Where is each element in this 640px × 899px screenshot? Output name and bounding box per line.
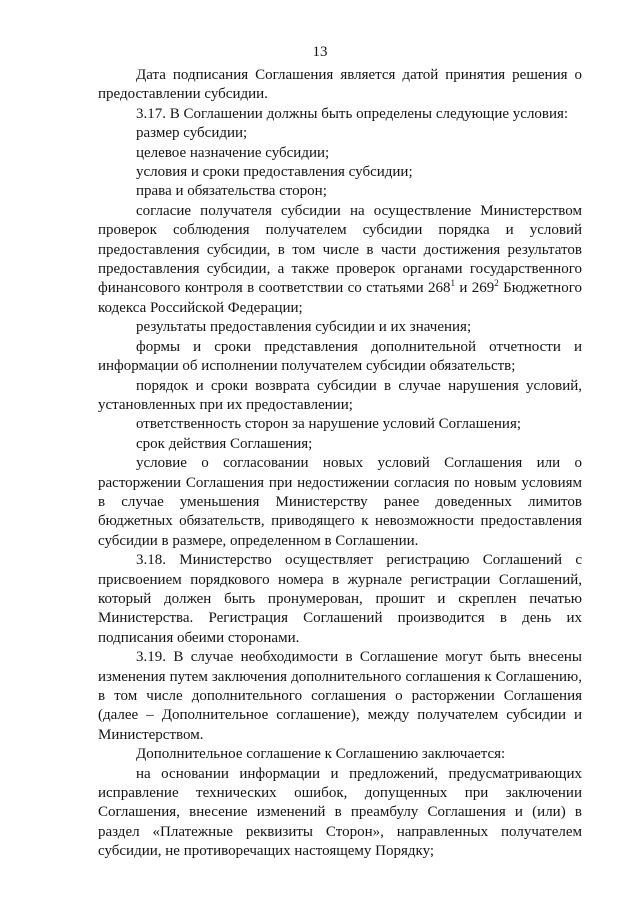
list-item-consent-inspections	[98, 202, 582, 318]
list-item-refund-procedure: порядок и сроки возврата субсидии в случае нарушения условий, установленных при их предоставлении;	[98, 377, 582, 413]
paragraph-basis-information: на основании информации и предложений, предусматривающих исправление технических ошибок, допущенных при заключении Соглашения, внесение изменений в преамбулу Соглашения и (или) в раздел «Платежные реквизиты Сторон», направленных получателем субсидии, не противоречащих настоящему Порядку;	[98, 765, 582, 860]
list-item-target-purpose: целевое назначение субсидии;	[136, 144, 330, 161]
budget-code-reference: Бюджетного кодекса Российской Федерации;	[98, 280, 582, 316]
paragraph-3-19: 3.19. В случае необходимости в Соглашение могут быть внесены изменения путем заключения дополнительного соглашения к Соглашению, в том числе дополнительного соглашения о расторжении Соглашения (далее – Дополнительное соглашение), между получателем субсидии и Министерством.	[98, 649, 582, 743]
list-item-validity-term: срок действия Соглашения;	[136, 435, 313, 452]
paragraph-3-17: 3.17. В Соглашении должны быть определены следующие условия:	[136, 105, 569, 122]
article-269-superscript: 2	[494, 278, 499, 289]
paragraph-signing-date: Дата подписания Соглашения является датой принятия решения о предоставлении субсидии.	[98, 67, 582, 103]
list-item-reporting-forms: формы и сроки представления дополнительной отчетности и информации об исполнении получателем субсидии обязательств;	[98, 338, 582, 375]
article-conjunction: и	[455, 280, 472, 297]
list-item-conditions-terms: условия и сроки предоставления субсидии;	[136, 164, 413, 181]
list-item-liability: ответственность сторон за нарушение условий Соглашения;	[136, 416, 522, 433]
list-item-new-conditions: условие о согласовании новых условий Соглашения или о расторжении Соглашения при недостижении согласия по новым условиям в случае уменьшения Министерству ранее доведенных лимитов бюджетных обязательств, приводящего к невозможности предоставления субсидии в размере, определенном в Соглашении.	[98, 455, 582, 549]
list-item-rights-obligations: права и обязательства сторон;	[136, 183, 327, 200]
paragraph-additional-agreement: Дополнительное соглашение к Соглашению заключается:	[136, 746, 506, 763]
article-268: 268	[428, 280, 451, 297]
list-item-subsidy-amount: размер субсидии;	[136, 125, 248, 142]
article-269: 269	[471, 280, 495, 297]
document-body	[98, 66, 582, 862]
page-number: 13	[312, 44, 328, 60]
list-item-results: результаты предоставления субсидии и их значения;	[136, 319, 472, 336]
paragraph-3-18: 3.18. Министерство осуществляет регистрацию Соглашений с присвоением порядкового номера в журнале регистрации Соглашений, который должен быть пронумерован, прошит и скреплен печатью Министерства. Регистрация Соглашений производится в день их подписания обеими сторонами.	[98, 552, 582, 646]
article-268-superscript: 1	[450, 278, 455, 289]
consent-text: согласие получателя субсидии на осуществление Министерством проверок соблюдения получателем субсидии порядка и условий предоставления субсидии, в том числе в части достижения результатов предоставления субсидии, а также проверок органами государственного финансового контроля в соответствии со статьями	[98, 202, 582, 297]
